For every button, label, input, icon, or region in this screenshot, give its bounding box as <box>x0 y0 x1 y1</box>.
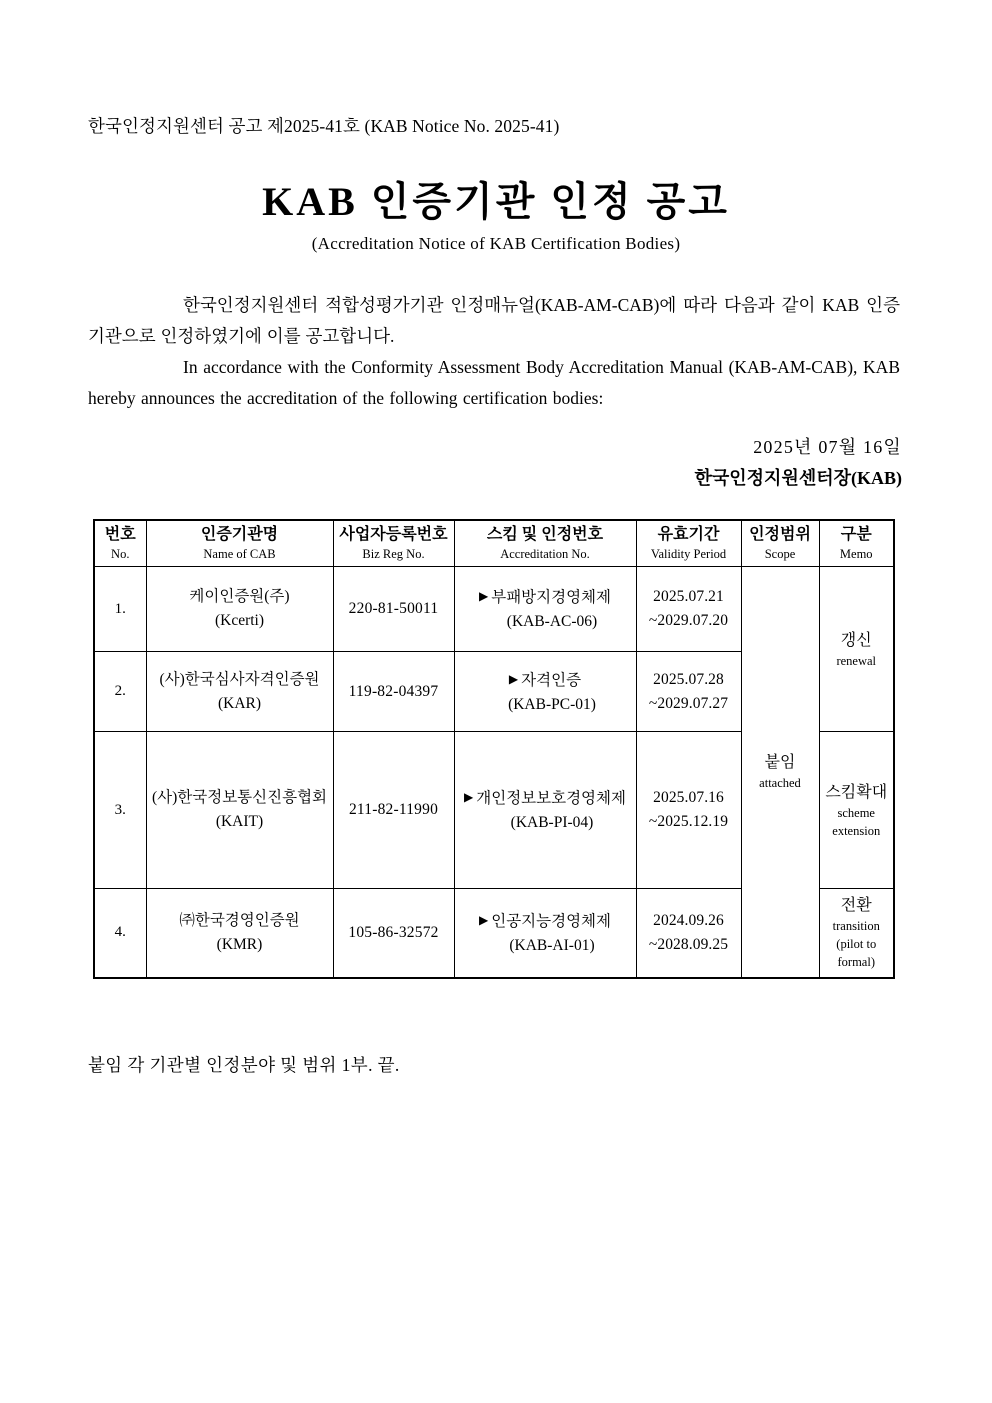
table-header-row <box>94 520 894 567</box>
column-header-scope-en: Scope <box>764 547 796 561</box>
validity-from: 2024.09.26 <box>653 911 724 929</box>
column-header-name-ko: 인증기관명 <box>200 526 279 543</box>
validity-to: ~2029.07.20 <box>648 612 729 629</box>
row-cab-name <box>146 652 333 732</box>
page-title: KAB 인증기관 인정 공고 <box>262 179 730 224</box>
paragraph-korean: 한국인정지원센터 적합성평가기관 인정매뉴얼(KAB-AM-CAB)에 따라 다음과 같이 KAB 인증기관으로 인정하였기에 이를 공고합니다. <box>88 295 900 346</box>
row-scope <box>741 567 819 978</box>
column-header-name <box>146 520 333 567</box>
row-accreditation <box>454 567 636 652</box>
table-row <box>94 567 894 652</box>
scheme-line <box>457 667 634 693</box>
row-accreditation <box>454 652 636 732</box>
scheme-line <box>457 908 634 934</box>
cab-name-en: (KMR) <box>216 935 263 953</box>
cab-name-ko: ㈜한국경영인증원 <box>179 911 300 929</box>
cab-name-ko: (사)한국심사자격인증원 <box>159 670 320 688</box>
memo-en-2: extension <box>832 823 881 838</box>
column-header-biz-reg-ko: 사업자등록번호 <box>339 526 448 543</box>
column-header-accreditation-ko: 스킴 및 인정번호 <box>486 526 604 543</box>
column-header-no-en: No. <box>111 547 130 561</box>
column-header-name-en: Name of CAB <box>203 547 276 561</box>
issuer-name: 한국인정지원센터장(KAB) <box>694 468 902 488</box>
signature-block <box>695 432 903 494</box>
memo-en: scheme <box>837 805 875 820</box>
column-header-no <box>94 520 146 567</box>
scheme-name: 자격인증 <box>521 671 582 689</box>
row-memo <box>819 567 894 732</box>
cab-name-ko: (사)한국정보통신진흥협회 <box>151 789 328 806</box>
scope-ko: 붙임 <box>764 754 796 772</box>
memo-ko: 전환 <box>840 897 872 915</box>
cab-name-en: (KAIT) <box>215 813 264 830</box>
scheme-name: 개인정보보호경영체제 <box>476 790 626 807</box>
accreditation-number: (KAB-PC-01) <box>508 695 596 713</box>
column-header-validity-ko: 유효기간 <box>657 526 720 543</box>
row-validity <box>636 567 741 652</box>
triangle-right-icon: ▶ <box>508 671 519 686</box>
memo-ko: 갱신 <box>840 631 872 649</box>
certification-bodies-table <box>93 519 893 979</box>
validity-from: 2025.07.16 <box>653 789 724 806</box>
accreditation-number: (KAB-AC-06) <box>506 613 598 630</box>
issue-date: 2025년 07월 16일 <box>753 437 902 457</box>
validity-to: ~2028.09.25 <box>648 935 729 953</box>
paragraph-english: In accordance with the Conformity Assessment Body Accreditation Manual (KAB-AM-CAB), KAB hereby announces the accreditation of the following certification bodies: <box>88 357 900 408</box>
row-validity <box>636 889 741 978</box>
memo-en: transition <box>832 919 880 934</box>
validity-to: ~2025.12.19 <box>648 813 729 830</box>
memo-en-2: (pilot to formal) <box>836 937 877 970</box>
column-header-no-ko: 번호 <box>104 526 136 543</box>
triangle-right-icon: ▶ <box>478 589 489 603</box>
validity-from: 2025.07.28 <box>653 670 724 688</box>
row-biz-reg-no: 119-82-04397 <box>333 652 454 732</box>
validity-to: ~2029.07.27 <box>648 694 729 712</box>
row-memo <box>819 889 894 978</box>
scheme-line <box>457 584 634 610</box>
cab-name-ko: 케이인증원(주) <box>189 588 290 605</box>
column-header-accreditation-en: Accreditation No. <box>500 547 590 561</box>
row-no: 1. <box>94 567 146 652</box>
column-header-biz-reg-en: Biz Reg No. <box>362 547 425 561</box>
column-header-validity <box>636 520 741 567</box>
triangle-right-icon: ▶ <box>478 912 489 927</box>
row-cab-name <box>146 889 333 978</box>
row-no: 4. <box>94 889 146 978</box>
memo-ko: 스킴확대 <box>825 783 888 801</box>
scheme-line <box>457 785 634 811</box>
column-header-memo <box>819 520 894 567</box>
column-header-memo-ko: 구분 <box>840 526 872 543</box>
memo-en: renewal <box>836 653 877 668</box>
column-header-validity-en: Validity Period <box>650 547 727 561</box>
attachment-note: 붙임 각 기관별 인정분야 및 범위 1부. 끝. <box>88 1055 400 1075</box>
triangle-right-icon: ▶ <box>464 790 474 804</box>
row-biz-reg-no: 211-82-11990 <box>333 732 454 889</box>
column-header-accreditation <box>454 520 636 567</box>
row-accreditation <box>454 889 636 978</box>
notice-number-line: 한국인정지원센터 공고 제2025-41호 (KAB Notice No. 2025-41) <box>88 116 560 136</box>
page-subtitle: (Accreditation Notice of KAB Certification Bodies) <box>311 234 681 253</box>
row-cab-name <box>146 732 333 889</box>
body-text <box>88 290 900 414</box>
row-biz-reg-no: 220-81-50011 <box>333 567 454 652</box>
column-header-memo-en: Memo <box>839 547 873 561</box>
column-header-scope <box>741 520 819 567</box>
row-validity <box>636 652 741 732</box>
row-no: 3. <box>94 732 146 889</box>
row-no: 2. <box>94 652 146 732</box>
row-validity <box>636 732 741 889</box>
cab-name-en: (Kcerti) <box>214 612 265 629</box>
accreditation-number: (KAB-PI-04) <box>510 814 594 831</box>
row-cab-name <box>146 567 333 652</box>
scheme-name: 인공지능경영체제 <box>491 912 612 930</box>
accreditation-number: (KAB-AI-01) <box>509 936 595 954</box>
row-biz-reg-no: 105-86-32572 <box>333 889 454 978</box>
column-header-scope-ko: 인정범위 <box>749 526 811 543</box>
row-accreditation <box>454 732 636 889</box>
row-memo <box>819 732 894 889</box>
scope-en: attached <box>759 776 801 791</box>
cab-name-en: (KAR) <box>217 694 262 712</box>
validity-from: 2025.07.21 <box>653 588 724 605</box>
scheme-name: 부패방지경영체제 <box>491 589 612 606</box>
column-header-biz-reg <box>333 520 454 567</box>
